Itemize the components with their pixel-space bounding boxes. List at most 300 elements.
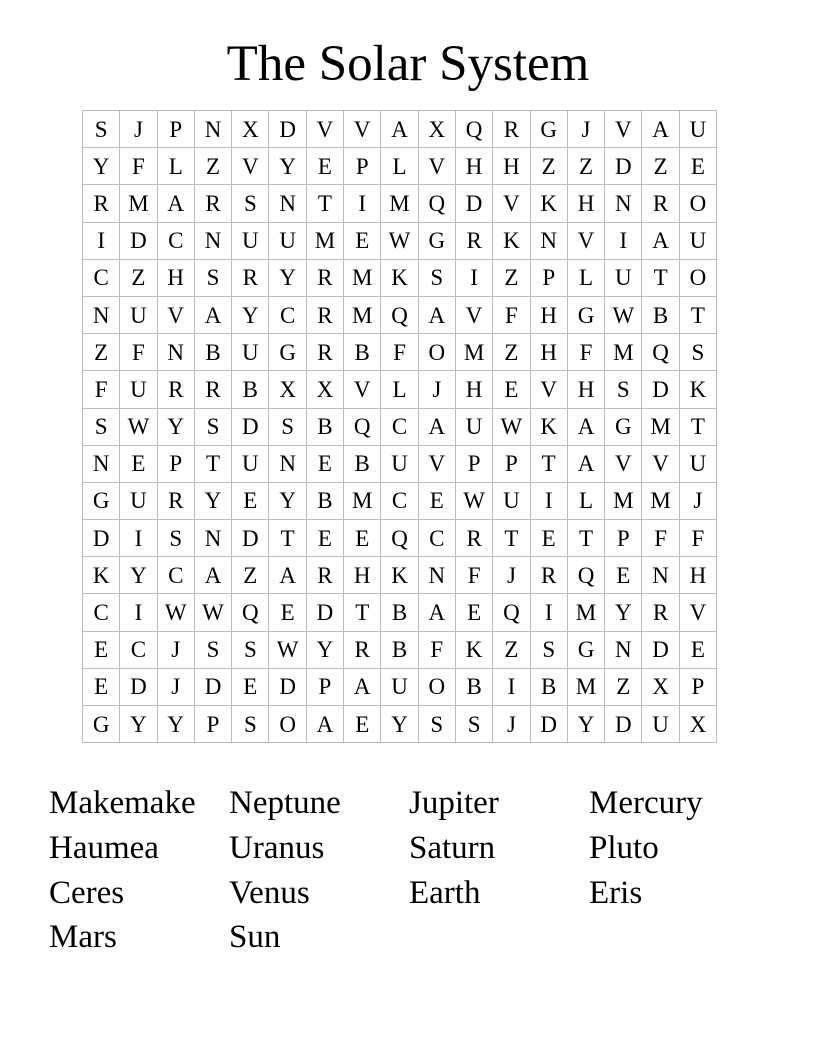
grid-cell[interactable]: E bbox=[455, 594, 492, 631]
grid-cell[interactable]: E bbox=[306, 520, 343, 557]
grid-cell[interactable]: Y bbox=[83, 148, 120, 185]
grid-cell[interactable]: R bbox=[455, 520, 492, 557]
grid-cell[interactable]: T bbox=[642, 259, 679, 296]
grid-cell[interactable]: Y bbox=[269, 482, 306, 519]
grid-cell[interactable]: I bbox=[455, 259, 492, 296]
grid-cell[interactable]: U bbox=[381, 445, 418, 482]
grid-cell[interactable]: V bbox=[642, 445, 679, 482]
grid-cell[interactable]: U bbox=[120, 371, 157, 408]
grid-cell[interactable]: T bbox=[679, 408, 716, 445]
word-list-item: Saturn bbox=[409, 829, 496, 866]
grid-cell[interactable]: H bbox=[493, 148, 530, 185]
grid-cell[interactable]: B bbox=[232, 371, 269, 408]
grid-cell[interactable]: T bbox=[306, 185, 343, 222]
grid-cell[interactable]: S bbox=[455, 706, 492, 743]
grid-cell[interactable]: Y bbox=[194, 482, 231, 519]
grid-cell[interactable]: C bbox=[120, 631, 157, 668]
grid-cell[interactable]: C bbox=[157, 557, 194, 594]
grid-cell[interactable]: Q bbox=[232, 594, 269, 631]
grid-cell[interactable]: E bbox=[232, 668, 269, 705]
grid-cell[interactable]: M bbox=[455, 334, 492, 371]
grid-cell[interactable]: U bbox=[232, 222, 269, 259]
grid-cell[interactable]: P bbox=[455, 445, 492, 482]
grid-cell[interactable]: B bbox=[530, 668, 567, 705]
grid-cell[interactable]: K bbox=[530, 408, 567, 445]
grid-cell[interactable]: S bbox=[269, 408, 306, 445]
grid-cell[interactable]: H bbox=[530, 334, 567, 371]
grid-cell[interactable]: I bbox=[120, 594, 157, 631]
grid-cell[interactable]: B bbox=[381, 631, 418, 668]
grid-cell[interactable]: H bbox=[679, 557, 716, 594]
word-list-item: Sun bbox=[229, 919, 281, 956]
grid-cell[interactable]: D bbox=[269, 668, 306, 705]
grid-cell[interactable]: X bbox=[679, 706, 716, 743]
grid-cell[interactable]: D bbox=[642, 631, 679, 668]
grid-cell[interactable]: M bbox=[344, 482, 381, 519]
grid-cell[interactable]: W bbox=[493, 408, 530, 445]
grid-cell[interactable]: E bbox=[344, 520, 381, 557]
grid-cell[interactable]: P bbox=[530, 259, 567, 296]
grid-cell[interactable]: M bbox=[642, 482, 679, 519]
grid-cell[interactable]: Q bbox=[418, 185, 455, 222]
grid-cell[interactable]: Y bbox=[120, 557, 157, 594]
grid-cell[interactable]: R bbox=[232, 259, 269, 296]
grid-cell[interactable]: U bbox=[269, 222, 306, 259]
grid-cell[interactable]: L bbox=[157, 148, 194, 185]
grid-cell[interactable]: M bbox=[120, 185, 157, 222]
grid-cell[interactable]: F bbox=[642, 520, 679, 557]
grid-cell[interactable]: C bbox=[381, 408, 418, 445]
grid-cell[interactable]: N bbox=[269, 445, 306, 482]
grid-cell[interactable]: Z bbox=[194, 148, 231, 185]
grid-cell[interactable]: E bbox=[679, 148, 716, 185]
grid-cell[interactable]: O bbox=[679, 185, 716, 222]
grid-cell[interactable]: W bbox=[269, 631, 306, 668]
grid-cell[interactable]: I bbox=[530, 482, 567, 519]
grid-cell[interactable]: H bbox=[157, 259, 194, 296]
grid-cell[interactable]: A bbox=[418, 594, 455, 631]
word-list-item: Makemake bbox=[49, 785, 196, 821]
grid-cell[interactable]: P bbox=[679, 668, 716, 705]
grid-cell[interactable]: G bbox=[605, 408, 642, 445]
grid-cell[interactable]: S bbox=[418, 706, 455, 743]
grid-cell[interactable]: L bbox=[567, 482, 604, 519]
grid-cell[interactable]: P bbox=[605, 520, 642, 557]
grid-cell[interactable]: N bbox=[605, 185, 642, 222]
grid-cell[interactable]: R bbox=[642, 185, 679, 222]
grid-cell[interactable]: E bbox=[530, 520, 567, 557]
grid-cell[interactable]: M bbox=[306, 222, 343, 259]
grid-cell[interactable]: I bbox=[530, 594, 567, 631]
grid-cell[interactable]: O bbox=[269, 706, 306, 743]
grid-cell[interactable]: M bbox=[567, 594, 604, 631]
grid-cell[interactable]: D bbox=[194, 668, 231, 705]
grid-cell[interactable]: N bbox=[83, 296, 120, 333]
grid-cell[interactable]: R bbox=[194, 185, 231, 222]
grid-cell[interactable]: S bbox=[605, 371, 642, 408]
grid-cell[interactable]: C bbox=[381, 482, 418, 519]
grid-cell[interactable]: W bbox=[194, 594, 231, 631]
grid-cell[interactable]: D bbox=[83, 520, 120, 557]
grid-cell[interactable]: S bbox=[232, 185, 269, 222]
grid-cell[interactable]: M bbox=[381, 185, 418, 222]
grid-cell[interactable]: R bbox=[83, 185, 120, 222]
grid-cell[interactable]: I bbox=[120, 520, 157, 557]
grid-cell[interactable]: U bbox=[232, 334, 269, 371]
grid-cell[interactable]: P bbox=[157, 445, 194, 482]
grid-cell[interactable]: Y bbox=[381, 706, 418, 743]
grid-cell[interactable]: I bbox=[493, 668, 530, 705]
grid-cell[interactable]: D bbox=[232, 408, 269, 445]
grid-cell[interactable]: B bbox=[306, 408, 343, 445]
grid-cell[interactable]: B bbox=[194, 334, 231, 371]
grid-cell[interactable]: R bbox=[455, 222, 492, 259]
grid-cell[interactable]: D bbox=[306, 594, 343, 631]
grid-cell[interactable]: M bbox=[605, 334, 642, 371]
grid-cell[interactable]: P bbox=[306, 668, 343, 705]
grid-cell[interactable]: V bbox=[567, 222, 604, 259]
grid-cell[interactable]: N bbox=[418, 557, 455, 594]
grid-cell[interactable]: C bbox=[269, 296, 306, 333]
grid-row bbox=[83, 706, 717, 743]
grid-cell[interactable]: R bbox=[306, 296, 343, 333]
grid-cell[interactable]: W bbox=[605, 296, 642, 333]
grid-cell[interactable]: U bbox=[679, 111, 716, 148]
grid-cell[interactable]: C bbox=[418, 520, 455, 557]
grid-cell[interactable]: J bbox=[493, 557, 530, 594]
grid-cell[interactable]: V bbox=[418, 148, 455, 185]
grid-cell[interactable]: W bbox=[120, 408, 157, 445]
grid-cell[interactable]: K bbox=[679, 371, 716, 408]
grid-cell[interactable]: Z bbox=[83, 334, 120, 371]
grid-cell[interactable]: E bbox=[306, 445, 343, 482]
grid-cell[interactable]: E bbox=[120, 445, 157, 482]
grid-cell[interactable]: S bbox=[194, 259, 231, 296]
grid-cell[interactable]: V bbox=[605, 445, 642, 482]
grid-cell[interactable]: Z bbox=[567, 148, 604, 185]
grid-cell[interactable]: H bbox=[567, 185, 604, 222]
grid-cell[interactable]: Q bbox=[344, 408, 381, 445]
grid-cell[interactable]: F bbox=[567, 334, 604, 371]
grid-cell[interactable]: E bbox=[83, 631, 120, 668]
grid-cell[interactable]: Y bbox=[120, 706, 157, 743]
grid-cell[interactable]: F bbox=[679, 520, 716, 557]
grid-cell[interactable]: A bbox=[418, 296, 455, 333]
grid-cell[interactable]: A bbox=[642, 111, 679, 148]
grid-cell[interactable]: S bbox=[194, 631, 231, 668]
grid-cell[interactable]: W bbox=[455, 482, 492, 519]
grid-cell[interactable]: J bbox=[567, 111, 604, 148]
grid-cell[interactable]: K bbox=[83, 557, 120, 594]
grid-cell[interactable]: N bbox=[194, 520, 231, 557]
grid-cell[interactable]: N bbox=[605, 631, 642, 668]
grid-cell[interactable]: C bbox=[83, 594, 120, 631]
grid-cell[interactable]: P bbox=[157, 111, 194, 148]
grid-cell[interactable]: Q bbox=[381, 296, 418, 333]
grid-cell[interactable]: D bbox=[269, 111, 306, 148]
grid-cell[interactable]: D bbox=[232, 520, 269, 557]
grid-cell[interactable]: X bbox=[642, 668, 679, 705]
grid-cell[interactable]: T bbox=[344, 594, 381, 631]
grid-cell[interactable]: V bbox=[157, 296, 194, 333]
grid-cell[interactable]: G bbox=[418, 222, 455, 259]
grid-cell[interactable]: Y bbox=[157, 706, 194, 743]
grid-cell[interactable]: H bbox=[455, 148, 492, 185]
grid-cell[interactable]: Y bbox=[605, 594, 642, 631]
grid-cell[interactable]: D bbox=[455, 185, 492, 222]
grid-cell[interactable]: T bbox=[530, 445, 567, 482]
grid-cell[interactable]: I bbox=[605, 222, 642, 259]
grid-cell[interactable]: N bbox=[194, 111, 231, 148]
grid-cell[interactable]: E bbox=[306, 148, 343, 185]
grid-cell[interactable]: B bbox=[381, 594, 418, 631]
grid-cell[interactable]: F bbox=[381, 334, 418, 371]
grid-cell[interactable]: F bbox=[83, 371, 120, 408]
grid-cell[interactable]: D bbox=[530, 706, 567, 743]
grid-cell[interactable]: Z bbox=[232, 557, 269, 594]
grid-cell[interactable]: S bbox=[83, 111, 120, 148]
grid-cell[interactable]: G bbox=[269, 334, 306, 371]
grid-cell[interactable]: R bbox=[306, 557, 343, 594]
grid-cell[interactable]: J bbox=[493, 706, 530, 743]
grid-cell[interactable]: Y bbox=[567, 706, 604, 743]
grid-cell[interactable]: Q bbox=[455, 111, 492, 148]
grid-cell[interactable]: G bbox=[83, 706, 120, 743]
grid-cell[interactable]: U bbox=[605, 259, 642, 296]
grid-cell[interactable]: E bbox=[232, 482, 269, 519]
grid-cell[interactable]: Z bbox=[493, 259, 530, 296]
grid-cell[interactable]: A bbox=[642, 222, 679, 259]
grid-cell[interactable]: R bbox=[157, 482, 194, 519]
grid-cell[interactable]: J bbox=[418, 371, 455, 408]
grid-cell[interactable]: X bbox=[232, 111, 269, 148]
grid-cell[interactable]: U bbox=[120, 296, 157, 333]
grid-cell[interactable]: Z bbox=[493, 631, 530, 668]
grid-cell[interactable]: R bbox=[194, 371, 231, 408]
grid-cell[interactable]: P bbox=[493, 445, 530, 482]
grid-cell[interactable]: U bbox=[679, 222, 716, 259]
grid-cell[interactable]: S bbox=[157, 520, 194, 557]
grid-cell[interactable]: U bbox=[679, 445, 716, 482]
grid-cell[interactable]: W bbox=[157, 594, 194, 631]
grid-cell[interactable]: J bbox=[679, 482, 716, 519]
word-list-item: Ceres bbox=[49, 874, 125, 911]
grid-cell[interactable]: K bbox=[381, 557, 418, 594]
grid-cell[interactable]: N bbox=[83, 445, 120, 482]
grid-cell[interactable]: E bbox=[344, 222, 381, 259]
grid-cell[interactable]: Y bbox=[157, 408, 194, 445]
grid-cell[interactable]: Z bbox=[493, 334, 530, 371]
grid-cell[interactable]: K bbox=[455, 631, 492, 668]
grid-cell[interactable]: L bbox=[381, 148, 418, 185]
grid-row bbox=[83, 408, 717, 445]
grid-cell[interactable]: U bbox=[120, 482, 157, 519]
grid-cell[interactable]: L bbox=[567, 259, 604, 296]
grid-cell[interactable]: E bbox=[344, 706, 381, 743]
grid-cell[interactable]: Z bbox=[120, 259, 157, 296]
grid-cell[interactable]: D bbox=[605, 148, 642, 185]
grid-cell[interactable]: I bbox=[83, 222, 120, 259]
grid-cell[interactable]: M bbox=[344, 259, 381, 296]
grid-cell[interactable]: R bbox=[157, 371, 194, 408]
grid-cell[interactable]: F bbox=[120, 334, 157, 371]
grid-cell[interactable]: A bbox=[194, 557, 231, 594]
word-list-item: Mars bbox=[49, 919, 117, 956]
grid-cell[interactable]: R bbox=[344, 631, 381, 668]
grid-cell[interactable]: Q bbox=[567, 557, 604, 594]
grid-cell[interactable]: B bbox=[344, 445, 381, 482]
grid-cell[interactable]: H bbox=[567, 371, 604, 408]
grid-cell[interactable]: D bbox=[605, 706, 642, 743]
grid-cell[interactable]: V bbox=[605, 111, 642, 148]
grid-cell[interactable]: Y bbox=[269, 259, 306, 296]
grid-cell[interactable]: B bbox=[306, 482, 343, 519]
word-list-item: Haumea bbox=[49, 829, 159, 866]
grid-cell[interactable]: V bbox=[418, 445, 455, 482]
grid-cell[interactable]: V bbox=[530, 371, 567, 408]
grid-cell[interactable]: R bbox=[642, 594, 679, 631]
word-list-item: Uranus bbox=[229, 829, 325, 866]
grid-cell[interactable]: C bbox=[83, 259, 120, 296]
grid-cell[interactable]: I bbox=[344, 185, 381, 222]
grid-cell[interactable]: W bbox=[381, 222, 418, 259]
grid-cell[interactable]: R bbox=[530, 557, 567, 594]
grid-cell[interactable]: X bbox=[306, 371, 343, 408]
grid-cell[interactable]: E bbox=[418, 482, 455, 519]
grid-cell[interactable]: O bbox=[418, 334, 455, 371]
grid-cell[interactable]: J bbox=[120, 111, 157, 148]
grid-cell[interactable]: F bbox=[418, 631, 455, 668]
grid-cell[interactable]: A bbox=[418, 408, 455, 445]
grid-cell[interactable]: S bbox=[530, 631, 567, 668]
grid-cell[interactable]: N bbox=[194, 222, 231, 259]
grid-cell[interactable]: V bbox=[344, 371, 381, 408]
grid-cell[interactable]: T bbox=[269, 520, 306, 557]
grid-cell[interactable]: D bbox=[120, 222, 157, 259]
grid-cell[interactable]: J bbox=[157, 668, 194, 705]
grid-cell[interactable]: E bbox=[605, 557, 642, 594]
grid-cell[interactable]: R bbox=[306, 259, 343, 296]
grid-cell[interactable]: V bbox=[232, 148, 269, 185]
grid-cell[interactable]: Y bbox=[232, 296, 269, 333]
grid-cell[interactable]: V bbox=[679, 594, 716, 631]
grid-row bbox=[83, 482, 717, 519]
grid-cell[interactable]: R bbox=[493, 111, 530, 148]
grid-cell[interactable]: Q bbox=[493, 594, 530, 631]
grid-cell[interactable]: S bbox=[418, 259, 455, 296]
grid-cell[interactable]: J bbox=[157, 631, 194, 668]
grid-cell[interactable]: Z bbox=[530, 148, 567, 185]
grid-cell[interactable]: E bbox=[269, 594, 306, 631]
grid-cell[interactable]: Z bbox=[605, 668, 642, 705]
grid-cell[interactable]: E bbox=[679, 631, 716, 668]
grid-cell[interactable]: N bbox=[530, 222, 567, 259]
grid-cell[interactable]: S bbox=[232, 706, 269, 743]
grid-cell[interactable]: Q bbox=[381, 520, 418, 557]
grid-cell[interactable]: T bbox=[679, 296, 716, 333]
grid-cell[interactable]: G bbox=[83, 482, 120, 519]
grid-cell[interactable]: S bbox=[232, 631, 269, 668]
grid-cell[interactable]: A bbox=[381, 111, 418, 148]
grid-cell[interactable]: G bbox=[567, 631, 604, 668]
grid-cell[interactable]: F bbox=[493, 296, 530, 333]
grid-cell[interactable]: K bbox=[381, 259, 418, 296]
grid-cell[interactable]: V bbox=[493, 185, 530, 222]
grid-cell[interactable]: A bbox=[344, 668, 381, 705]
grid-cell[interactable]: B bbox=[455, 668, 492, 705]
grid-cell[interactable]: Y bbox=[269, 148, 306, 185]
grid-cell[interactable]: X bbox=[418, 111, 455, 148]
grid-cell[interactable]: K bbox=[530, 185, 567, 222]
grid-cell[interactable]: N bbox=[642, 557, 679, 594]
grid-cell[interactable]: A bbox=[306, 706, 343, 743]
grid-cell[interactable]: U bbox=[642, 706, 679, 743]
grid-cell[interactable]: A bbox=[157, 185, 194, 222]
grid-cell[interactable]: O bbox=[418, 668, 455, 705]
grid-cell[interactable]: B bbox=[344, 334, 381, 371]
grid-cell[interactable]: S bbox=[83, 408, 120, 445]
grid-cell[interactable]: H bbox=[530, 296, 567, 333]
grid-cell[interactable]: M bbox=[344, 296, 381, 333]
grid-cell[interactable]: V bbox=[344, 111, 381, 148]
grid-cell[interactable]: M bbox=[642, 408, 679, 445]
grid-cell[interactable]: G bbox=[567, 296, 604, 333]
grid-cell[interactable]: Z bbox=[642, 148, 679, 185]
grid-cell[interactable]: R bbox=[306, 334, 343, 371]
grid-cell[interactable]: G bbox=[530, 111, 567, 148]
grid-cell[interactable]: X bbox=[269, 371, 306, 408]
grid-cell[interactable]: T bbox=[194, 445, 231, 482]
grid-cell[interactable]: D bbox=[642, 371, 679, 408]
grid-cell[interactable]: V bbox=[306, 111, 343, 148]
grid-cell[interactable]: T bbox=[493, 520, 530, 557]
grid-cell[interactable]: H bbox=[455, 371, 492, 408]
grid-cell[interactable]: S bbox=[679, 334, 716, 371]
grid-cell[interactable]: N bbox=[269, 185, 306, 222]
grid-cell[interactable]: L bbox=[381, 371, 418, 408]
grid-cell[interactable]: F bbox=[120, 148, 157, 185]
grid-cell[interactable]: M bbox=[605, 482, 642, 519]
grid-cell[interactable]: U bbox=[455, 408, 492, 445]
grid-cell[interactable]: P bbox=[194, 706, 231, 743]
grid-cell[interactable]: S bbox=[194, 408, 231, 445]
grid-cell[interactable]: U bbox=[493, 482, 530, 519]
grid-cell[interactable]: D bbox=[120, 668, 157, 705]
grid-cell[interactable]: A bbox=[194, 296, 231, 333]
grid-cell[interactable]: U bbox=[381, 668, 418, 705]
grid-cell[interactable]: O bbox=[679, 259, 716, 296]
grid-cell[interactable]: V bbox=[455, 296, 492, 333]
grid-cell[interactable]: E bbox=[493, 371, 530, 408]
grid-cell[interactable]: Q bbox=[642, 334, 679, 371]
grid-cell[interactable]: H bbox=[344, 557, 381, 594]
grid-cell[interactable]: K bbox=[493, 222, 530, 259]
grid-cell[interactable]: N bbox=[157, 334, 194, 371]
grid-cell[interactable]: A bbox=[567, 445, 604, 482]
grid-cell[interactable]: A bbox=[269, 557, 306, 594]
grid-cell[interactable]: B bbox=[642, 296, 679, 333]
grid-cell[interactable]: A bbox=[567, 408, 604, 445]
word-list-item: Venus bbox=[229, 874, 310, 911]
grid-cell[interactable]: U bbox=[232, 445, 269, 482]
grid-cell[interactable]: C bbox=[157, 222, 194, 259]
grid-cell[interactable]: E bbox=[83, 668, 120, 705]
grid-cell[interactable]: T bbox=[567, 520, 604, 557]
grid-cell[interactable]: F bbox=[455, 557, 492, 594]
grid-cell[interactable]: M bbox=[567, 668, 604, 705]
grid-cell[interactable]: Y bbox=[306, 631, 343, 668]
grid-cell[interactable]: P bbox=[344, 148, 381, 185]
